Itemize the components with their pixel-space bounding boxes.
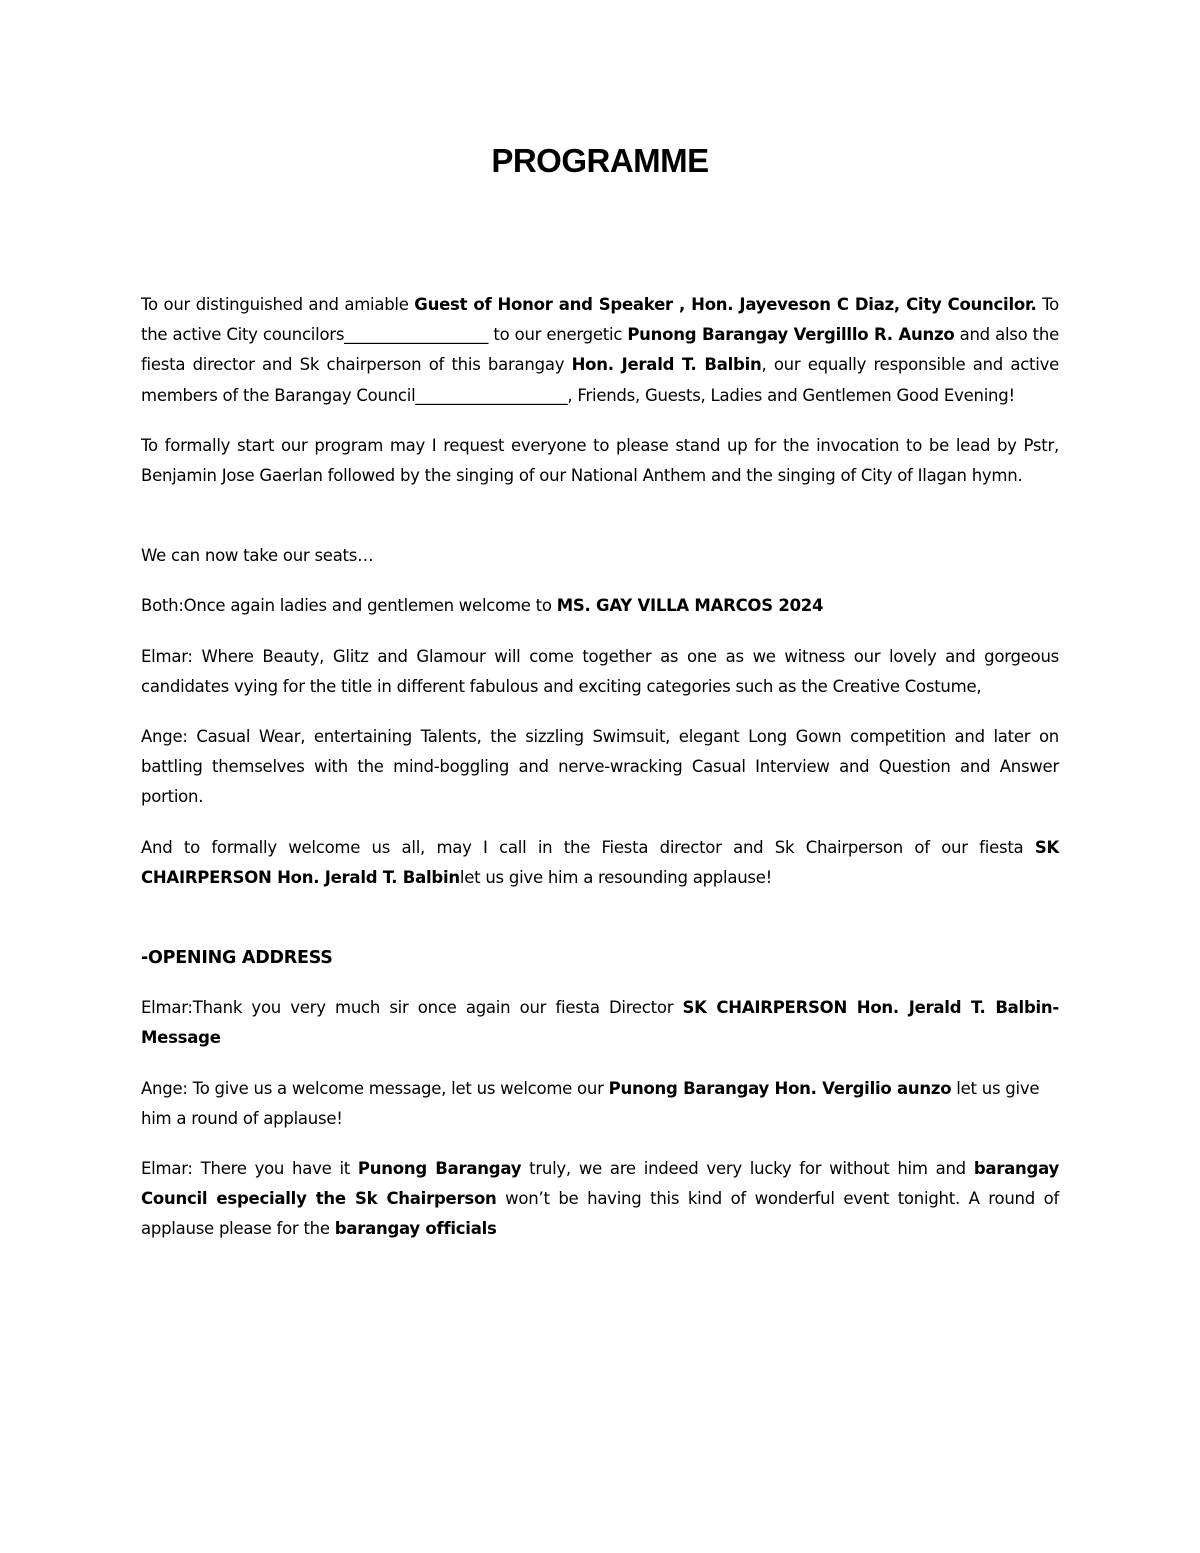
event-name: MS. GAY VILLA MARCOS 2024 [556,596,824,616]
greeting-text-2: To the active City councilors__________________ to our energetic [141,295,1060,345]
paragraph-thank-director [141,993,1059,1053]
greeting-text-3: and also the fiesta director and Sk chairperson of this barangay [141,325,1059,375]
heading-opening-address: -OPENING ADDRESS [141,948,333,969]
officials-text-2: truly, we are indeed very lucky for without him and [521,1159,974,1179]
officials-text-1: Elmar: There you have it [141,1159,358,1179]
punong-barangay-name: Punong Barangay Vergilllo R. Aunzo [627,325,955,345]
officials-bold-2: barangay Council especially the Sk Chairperson [141,1159,1059,1209]
thank-director-name: SK CHAIRPERSON Hon. Jerald T. Balbin- Message [141,998,1060,1048]
paragraph-welcome [141,591,1059,621]
greeting-text-1: To our distinguished and amiable [141,295,415,314]
paragraph-greeting [141,290,1059,411]
officials-bold-1: Punong Barangay [357,1159,522,1179]
welcome-text: Both:Once again ladies and gentlemen welcome to [141,596,557,616]
call-director-name: SK CHAIRPERSON Hon. Jerald T. Balbin [141,837,1059,887]
sk-chairperson-name: Hon. Jerald T. Balbin [571,355,762,375]
officials-text-3: won’t be having this kind of wonderful event tonight. A round of applause please for the [141,1189,1060,1239]
thank-director-text: Elmar:Thank you very much sir once again our fiesta Director [141,998,683,1018]
greeting-text-4: , our equally responsible and active members of the Barangay Council___________________, Friends, Guests, Ladies and Gentlemen Good Evening! [141,355,1060,405]
document-body [141,290,1059,1265]
welcome-message-name: Punong Barangay Hon. Vergilio aunzo [608,1078,952,1098]
paragraph-ange-categories: Ange: Casual Wear, entertaining Talents, the sizzling Swimsuit, elegant Long Gown competition and later on battling themselves with the mind-boggling and nerve-wracking Casual Interview and Question and Answer portion. [141,727,1059,807]
guest-of-honor: Guest of Honor and Speaker , Hon. Jayeveson C Diaz, City Councilor. [414,295,1037,314]
paragraph-officials-applause [141,1154,1059,1245]
welcome-message-text-2: let us give him a round of applause! [141,1078,1040,1128]
officials-bold-3: barangay officials [334,1219,497,1239]
call-director-text-2: let us give him a resounding applause! [459,867,773,887]
welcome-message-text-1: Ange: To give us a welcome message, let us welcome our [141,1078,609,1098]
paragraph-invocation: To formally start our program may I request everyone to please stand up for the invocation to be lead by Pstr, Benjamin Jose Gaerlan followed by the singing of our National Anthem and the singing of City of Ilagan hymn. [141,435,1059,486]
paragraph-elmar-intro: Elmar: Where Beauty, Glitz and Glamour will come together as one as we witness our lovely and gorgeous candidates vying for the title in different fabulous and exciting categories such as the Creative Costume, [141,646,1059,696]
paragraph-seats: We can now take our seats… [141,546,374,566]
document-title: PROGRAMME [491,142,709,179]
call-director-text-1: And to formally welcome us all, may I call in the Fiesta director and Sk Chairperson of our fiesta [141,837,1035,857]
paragraph-welcome-message [141,1074,1059,1134]
paragraph-call-director [141,833,1059,893]
